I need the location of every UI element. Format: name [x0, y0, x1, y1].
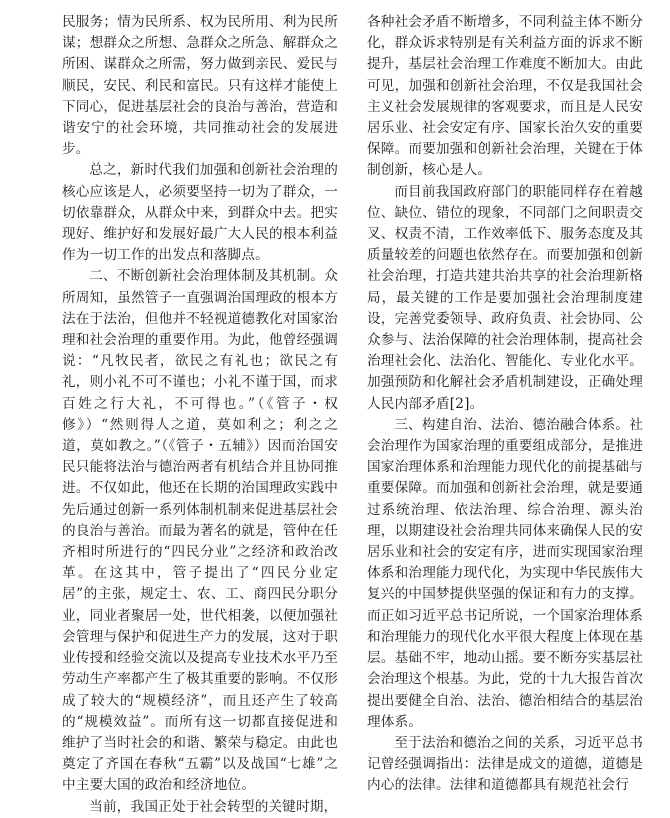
paragraph-left-4: 当前，我国正处于社会转型的关键时期，	[89, 798, 338, 815]
paragraph-right-4: 至于法治和德治之间的关系，习近平总书记曾经强调指出：法律是成文的道德，道德是内心的法律。法律和道德都具有规范社会行	[367, 734, 643, 794]
paragraph-left-1: 民服务；情为民所系、权为民所用、利为民所谋；想群众之所想、急群众之所急、解群众之所困、谋群众之所需，努力做到亲民、爱民与顺民，安民、利民和富民。只有这样才能使上下同心，促进基层社会的良治与善治，营造和谐安宁的社会环境，共同推动社会的发展进步。	[62, 14, 338, 158]
paragraph-right-1: 各种社会矛盾不断增多，不同利益主体不断分化，群众诉求特别是有关利益方面的诉求不断提升，基层社会治理工作难度不断加大。由此可见，加强和创新社会治理，不仅是我国社会主义社会发展规律的客观要求，而且是人民安居乐业、社会安定有序、国家长治久安的重要保障。而要加强和创新社会治理，关键在于体制创新，核心是人。	[367, 14, 643, 179]
right-column	[367, 12, 643, 794]
paragraph-left-2: 总之，新时代我们加强和创新社会治理的核心应该是人，必须要坚持一切为了群众，一切依靠群众，从群众中来，到群众中去。把实现好、维护好和发展好最广大人民的根本利益作为一切工作的出发点和落脚点。	[62, 162, 338, 264]
paragraph-right-3: 三、构建自治、法治、德治融合体系。社会治理作为国家治理的重要组成部分，是推进国家治理体系和治理能力现代化的前提基础与重要保障。而加强和创新社会治理，就是要通过系统治理、依法治理、综合治理、源头治理，以期建设社会治理共同体来确保人民的安居乐业和社会的安定有序，进而实现国家治理体系和治理能力现代化，为实现中华民族伟大复兴的中国梦提供坚强的保证和有力的支撑。而正如习近平总书记所说，一个国家治理体系和治理能力的现代化水平很大程度上体现在基层。基础不牢，地动山摇。要不断夯实基层社会治理这个根基。为此，党的十九大报告首次提出要健全自治、法治、德治相结合的基层治理体系。	[367, 416, 643, 730]
paragraph-left-3: 二、不断创新社会治理体制及其机制。众所周知，虽然管子一直强调治国理政的根本方法在于法治，但他并不轻视道德教化对国家治理和社会治理的重要作用。为此，他曾经强调说：“凡牧民者，欲民之有礼也；欲民之有礼，则小礼不可不谨也；小礼不谨于国，而求百姓之行大礼，不可得也。”（《管子・权修》）“然则得人之道，莫如利之；利之之道，莫如教之。”（《管子・五辅》）因而治国安民只能将法治与德治两者有机结合并且协同推进。不仅如此，他还在长期的治国理政实践中先后通过创新一系列体制机制来促进基层社会的良治与善治。而最为著名的就是，管仲在任齐相时所进行的“四民分业”之经济和政治改革。在这其中，管子提出了“四民分业定居”的主张，规定士、农、工、商四民分职分业，同业者聚居一处，世代相袭，以便加强社会管理与保护和促进生产力的发展，这对于职业传授和经验交流以及提高专业技术水平乃至劳动生产率都产生了极其重要的影响。不仅形成了较大的“规模经济”，而且还产生了较高的“规模效益”。而所有这一切都直接促进和维护了当时社会的和谐、繁荣与稳定。由此也奠定了齐国在春秋“五霸”以及战国“七雄”之中主要大国的政治和经济地位。	[62, 268, 338, 794]
left-column	[62, 12, 338, 815]
paragraph-right-2: 而目前我国政府部门的职能同样存在着越位、缺位、错位的现象，不同部门之间职责交叉、权责不清，工作效率低下、服务态度及其质量较差的问题也依然存在。而要加强和创新社会治理，打造共建共治共享的社会治理新格局，最关键的工作是要加强社会治理制度建设，完善党委领导、政府负责、社会协同、公众参与、法治保障的社会治理体制，提高社会治理社会化、法治化、智能化、专业化水平。加强预防和化解社会矛盾机制建设，正确处理人民内部矛盾[2]。	[367, 183, 643, 412]
